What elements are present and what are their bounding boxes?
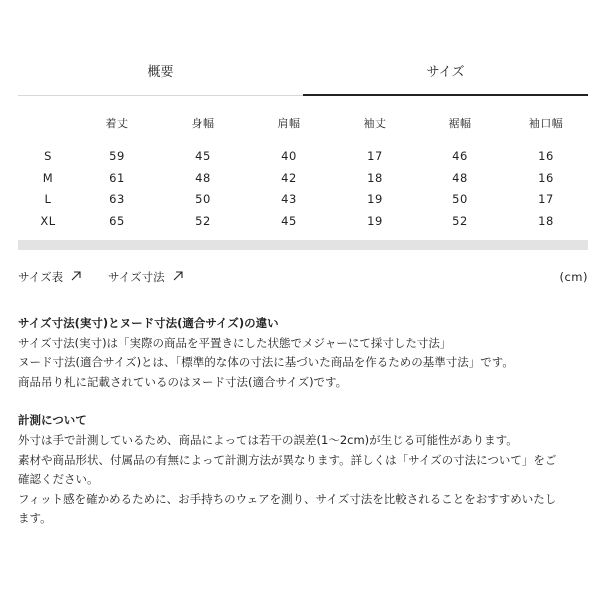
- table-horizontal-scrollbar[interactable]: [18, 240, 588, 250]
- table-cell: 19: [367, 213, 383, 228]
- table-cell: 50: [452, 192, 468, 206]
- table-cell: 18: [367, 170, 383, 185]
- note-line: 外寸は手で計測しているため、商品によっては若干の誤差(1〜2cm)が生じる可能性があります。: [18, 432, 518, 447]
- header-body-width: 身幅: [191, 117, 215, 130]
- table-cell: 59: [109, 149, 125, 163]
- note-line: ます。: [18, 511, 52, 526]
- table-cell: 48: [195, 170, 211, 185]
- size-chart-link[interactable]: [18, 268, 81, 286]
- table-row: [18, 189, 588, 211]
- section-title-size-difference: サイズ寸法(実寸)とヌード寸法(適合サイズ)の違い: [18, 316, 279, 330]
- table-row: [18, 168, 588, 190]
- table-cell: 61: [109, 170, 125, 185]
- note-line: サイズ寸法(実寸)は「実際の商品を平置きにした状態でメジャーにて採寸した寸法」: [18, 335, 452, 350]
- header-shoulder-width: 肩幅: [277, 117, 301, 130]
- size-label: S: [44, 149, 52, 163]
- size-table: [18, 112, 588, 232]
- tab-size[interactable]: サイズ: [426, 65, 465, 80]
- size-label: M: [42, 170, 54, 185]
- size-measure-link-label: サイズ寸法: [108, 270, 165, 284]
- size-label: XL: [40, 213, 56, 228]
- tab-active-indicator: [303, 94, 588, 96]
- table-cell: 48: [452, 170, 468, 185]
- note-line: フィット感を確かめるために、お手持ちのウェアを測り、サイズ寸法を比較されることをおすすめいたし: [18, 491, 557, 506]
- table-header-row: [18, 112, 588, 138]
- table-cell: 16: [538, 149, 554, 163]
- header-length: 着丈: [105, 117, 129, 130]
- table-cell: 46: [452, 149, 468, 163]
- note-line: 確認ください。: [18, 472, 99, 487]
- tab-bar: [18, 60, 588, 96]
- table-cell: 40: [281, 149, 297, 163]
- header-cuff-width: 袖口幅: [528, 117, 564, 130]
- tab-overview[interactable]: 概要: [147, 65, 174, 80]
- table-cell: 18: [538, 213, 554, 228]
- note-line: ヌード寸法(適合サイズ)とは、「標準的な体の寸法に基づいた商品を作るための基準寸法」です。: [18, 355, 514, 370]
- section-title-measurement: 計測について: [18, 413, 87, 428]
- size-label: L: [44, 192, 52, 206]
- size-notes: [18, 314, 588, 529]
- table-cell: 16: [538, 170, 554, 185]
- table-cell: 42: [281, 170, 297, 185]
- table-cell: 50: [195, 192, 211, 206]
- size-chart-link-label: サイズ表: [18, 270, 64, 284]
- note-line: 素材や商品形状、付属品の有無によって計測方法が異なります。詳しくは「サイズの寸法について」をご: [18, 452, 557, 467]
- table-row: [18, 211, 588, 233]
- header-hem-width: 裾幅: [448, 117, 472, 130]
- size-links-row: [18, 268, 588, 288]
- table-cell: 17: [367, 149, 383, 163]
- size-measure-link[interactable]: [108, 268, 183, 286]
- table-cell: 52: [195, 213, 211, 228]
- note-line: 商品吊り札に記載されているのはヌード寸法(適合サイズ)です。: [18, 374, 348, 389]
- table-cell: 19: [367, 192, 383, 206]
- table-cell: 43: [281, 192, 297, 206]
- table-cell: 63: [109, 192, 125, 206]
- table-cell: 45: [281, 213, 297, 228]
- table-row: [18, 146, 588, 168]
- table-cell: 17: [538, 192, 554, 206]
- external-arrow-icon: [173, 268, 183, 286]
- header-sleeve-length: 袖丈: [363, 117, 387, 130]
- table-cell: 52: [452, 213, 468, 228]
- table-cell: 45: [195, 149, 211, 163]
- unit-label: (cm): [559, 270, 588, 284]
- external-arrow-icon: [71, 268, 81, 286]
- table-cell: 65: [109, 213, 125, 228]
